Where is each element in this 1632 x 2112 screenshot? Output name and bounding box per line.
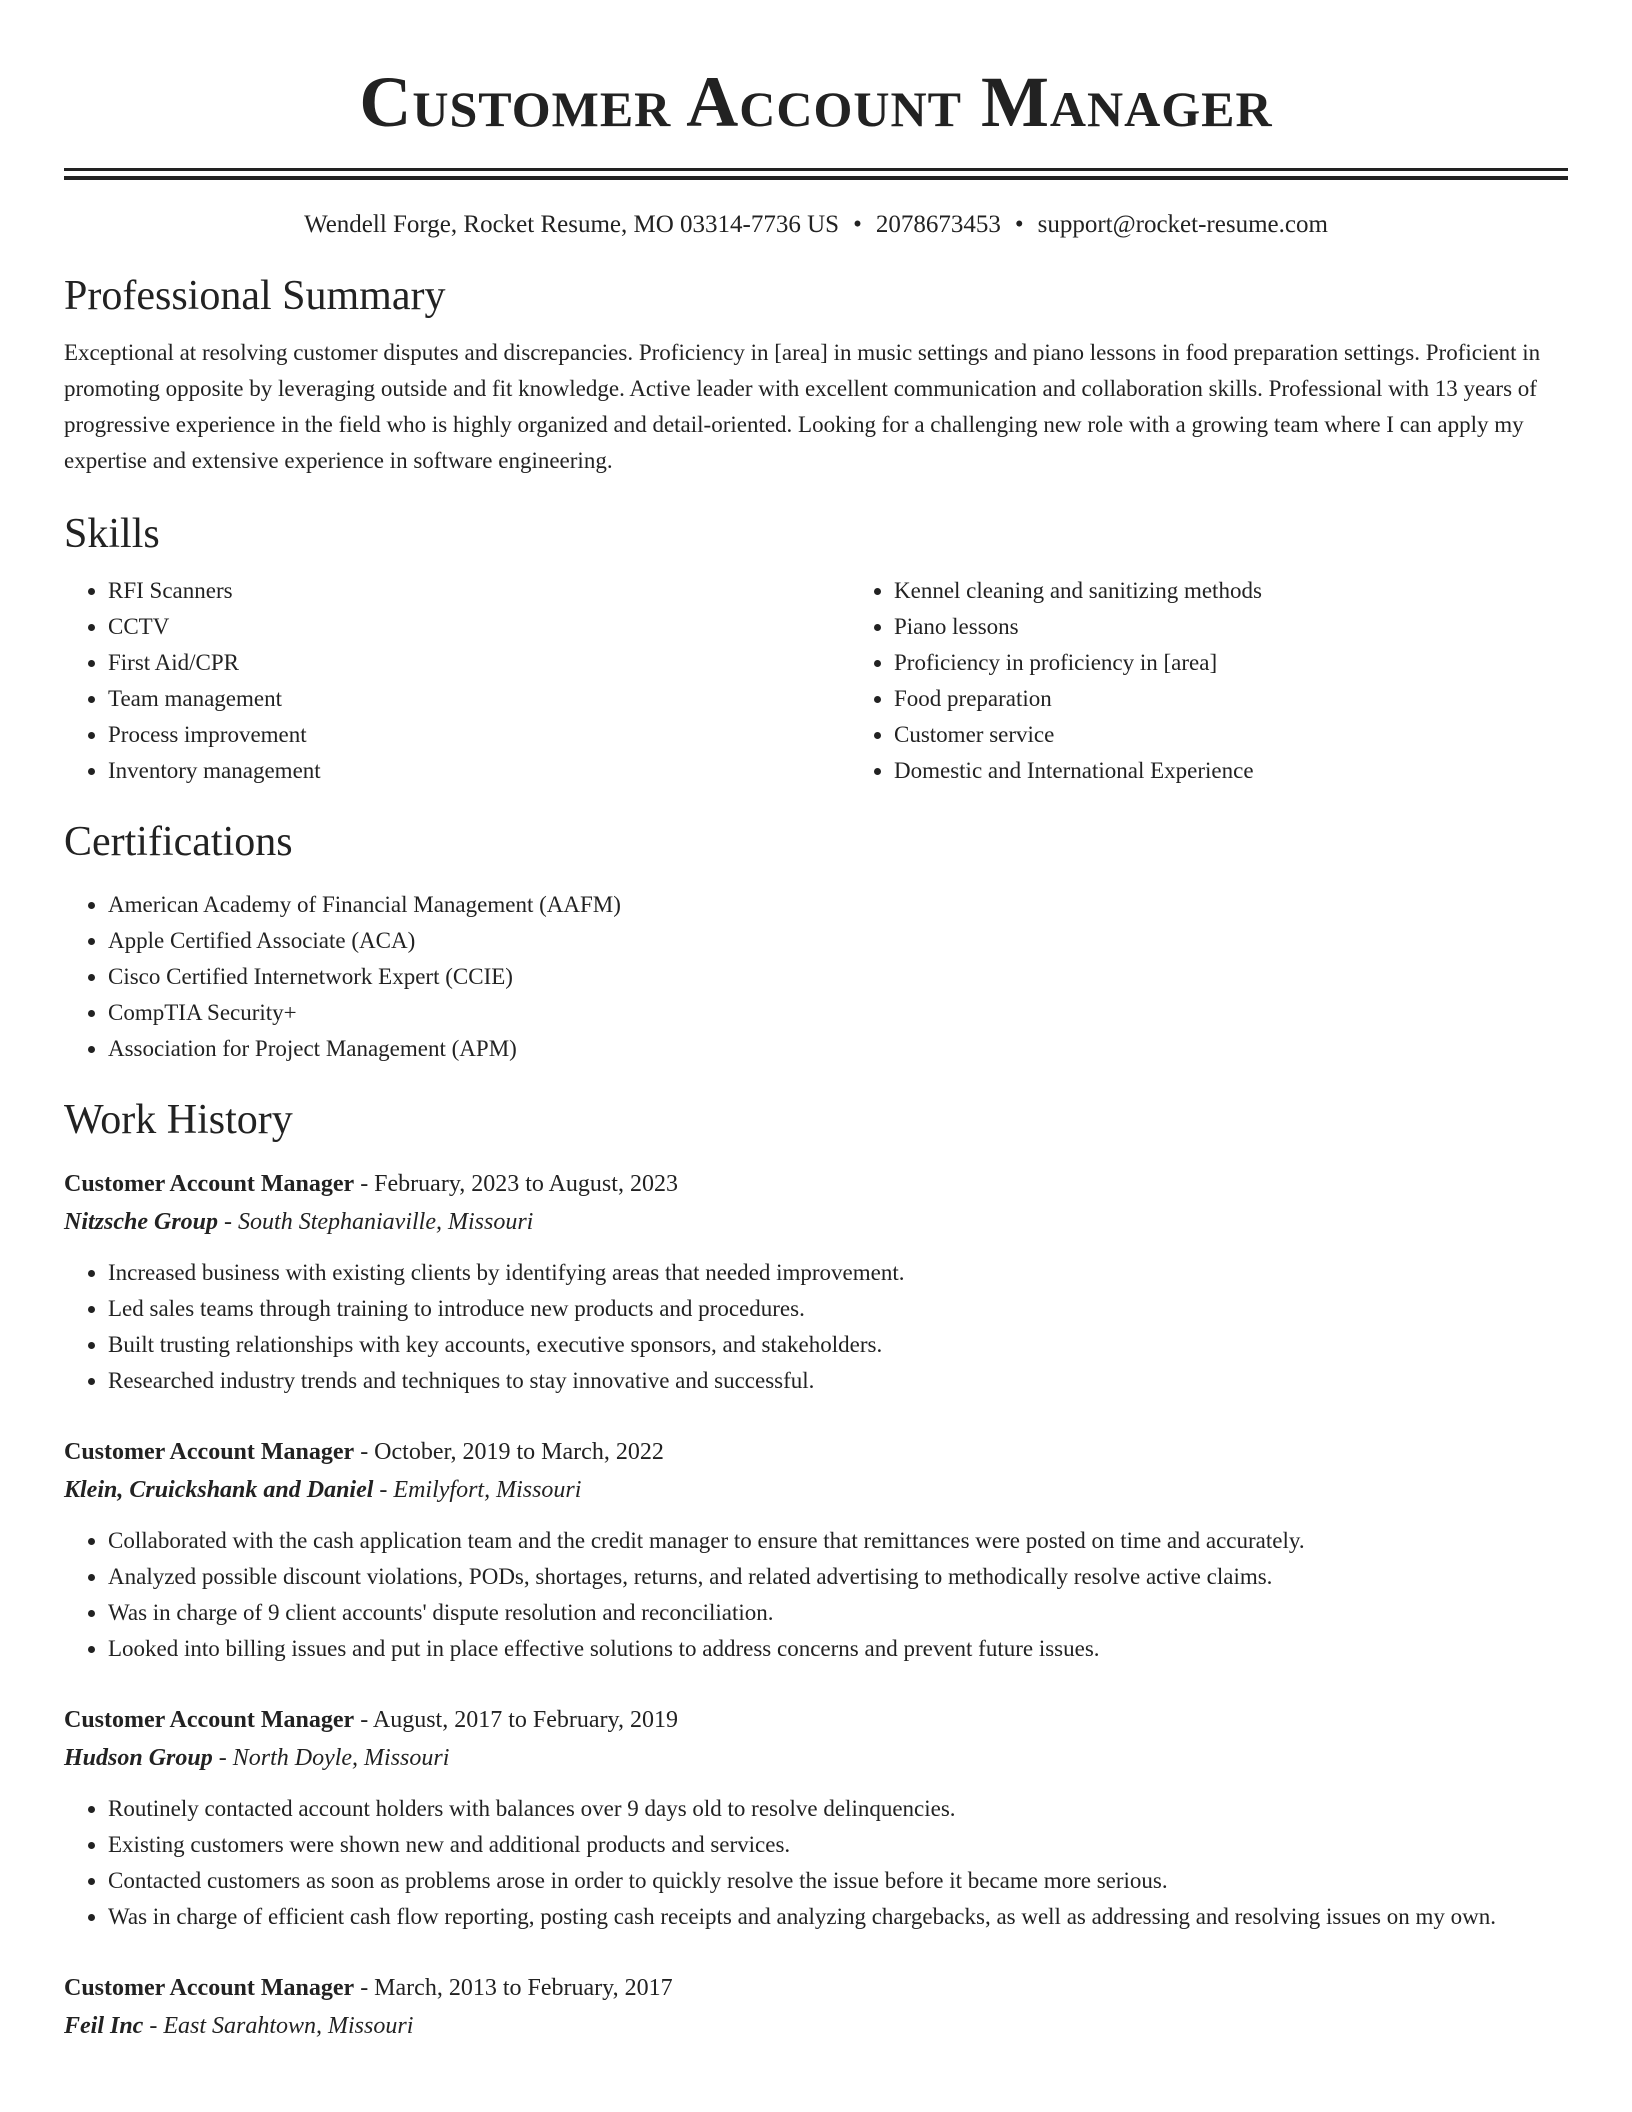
job-bullet: • Was in charge of 9 client accounts' dispute resolution and reconciliation. xyxy=(108,1595,1568,1631)
section-heading-skills: Skills xyxy=(64,511,160,557)
job-location: - North Doyle, Missouri xyxy=(218,1745,450,1771)
certification-item: • Apple Certified Associate (ACA) xyxy=(108,923,1568,959)
contact-separator: • xyxy=(853,211,862,238)
job-employer xyxy=(64,1471,1568,1509)
job-company: Feil Inc xyxy=(64,2013,144,2039)
job-entry xyxy=(64,1969,1568,2045)
job-bullet: • Contacted customers as soon as problems arose in order to quickly resolve the issue before it became more serious. xyxy=(108,1863,1568,1899)
skill-item: • Customer service xyxy=(894,717,1632,753)
job-dates: - August, 2017 to February, 2019 xyxy=(360,1707,678,1733)
contact-separator: • xyxy=(1014,211,1024,238)
skill-item: • RFI Scanners xyxy=(108,573,850,609)
certifications-section xyxy=(64,817,1568,1067)
job-entry xyxy=(64,1165,1568,1399)
job-company: Nitzsche Group xyxy=(64,1209,219,1235)
job-title: Customer Account Manager xyxy=(64,1439,355,1465)
job-bullet: • Led sales teams through training to introduce new products and procedures. xyxy=(108,1291,1568,1327)
job-title: Customer Account Manager xyxy=(64,1975,355,2001)
section-heading-work-history: Work History xyxy=(64,1097,293,1143)
job-bullet: • Researched industry trends and techniques to stay innovative and successful. xyxy=(108,1363,1568,1399)
job-title: Customer Account Manager xyxy=(64,1171,355,1197)
skill-item: • Process improvement xyxy=(108,717,850,753)
job-bullets xyxy=(64,1255,1568,1399)
section-heading-summary: Professional Summary xyxy=(64,273,446,319)
job-entry xyxy=(64,1433,1568,1667)
contact-address: Wendell Forge, Rocket Resume, MO 03314-7736 US xyxy=(304,211,840,238)
job-header xyxy=(64,1165,1568,1203)
job-company: Hudson Group xyxy=(64,1745,213,1771)
skills-section xyxy=(64,509,1568,789)
professional-summary-section xyxy=(64,271,1568,479)
job-bullet: • Was in charge of efficient cash flow reporting, posting cash receipts and analyzing chargebacks, as well as addressing and resolving issues on my own. xyxy=(108,1899,1568,1935)
job-header xyxy=(64,1433,1568,1471)
skill-item: • Kennel cleaning and sanitizing methods xyxy=(894,573,1632,609)
contact-phone: 2078673453 xyxy=(875,211,1001,238)
skill-item: • Food preparation xyxy=(894,681,1632,717)
certification-item: • CompTIA Security+ xyxy=(108,995,1568,1031)
job-company: Klein, Cruickshank and Daniel xyxy=(64,1477,374,1503)
skill-item: • Domestic and International Experience xyxy=(894,753,1632,789)
certification-item: • Cisco Certified Internetwork Expert (CCIE) xyxy=(108,959,1568,995)
skill-item: • Team management xyxy=(108,681,850,717)
certifications-list xyxy=(64,887,1568,1067)
job-bullet: • Existing customers were shown new and additional products and services. xyxy=(108,1827,1568,1863)
skill-item: • First Aid/CPR xyxy=(108,645,850,681)
summary-text: Exceptional at resolving customer disputes and discrepancies. Proficiency in [area] in music settings and piano lessons in food preparation settings. Proficient in promoting opposite by leveraging outside and fit knowledge. Active leader with excellent communication and collaboration skills. Professional with 13 years of progressive experience in the field who is highly organized and detail-oriented. Looking for a challenging new role with a growing team where I can apply my expertise and extensive experience in software engineering. xyxy=(64,340,1541,473)
job-bullet: • Collaborated with the cash application team and the credit manager to ensure that remittances were posted on time and accurately. xyxy=(108,1523,1568,1559)
skills-grid xyxy=(64,573,1568,789)
skills-list-right xyxy=(850,573,1632,789)
resume-title: Customer Account Manager xyxy=(359,62,1273,142)
job-entry xyxy=(64,1701,1568,1935)
job-employer xyxy=(64,1739,1568,1777)
job-header xyxy=(64,1969,1568,2007)
job-location: - Emilyfort, Missouri xyxy=(379,1477,582,1503)
job-bullet: • Built trusting relationships with key accounts, executive sponsors, and stakeholders. xyxy=(108,1327,1568,1363)
job-employer xyxy=(64,2007,1568,2045)
section-heading-certifications: Certifications xyxy=(64,819,293,865)
job-bullets xyxy=(64,1791,1568,1935)
job-dates: - October, 2019 to March, 2022 xyxy=(360,1439,664,1465)
job-dates: - March, 2013 to February, 2017 xyxy=(360,1975,673,2001)
job-bullets xyxy=(64,1523,1568,1667)
job-bullet: • Looked into billing issues and put in place effective solutions to address concerns and prevent future issues. xyxy=(108,1631,1568,1667)
certification-item: • Association for Project Management (APM) xyxy=(108,1031,1568,1067)
certification-item: • American Academy of Financial Management (AAFM) xyxy=(108,887,1568,923)
job-employer xyxy=(64,1203,1568,1241)
job-header xyxy=(64,1701,1568,1739)
job-title: Customer Account Manager xyxy=(64,1707,355,1733)
contact-email: support@rocket-resume.com xyxy=(1037,211,1328,238)
title-divider xyxy=(64,168,1568,171)
job-bullet: • Analyzed possible discount violations, PODs, shortages, returns, and related advertising to methodically resolve active claims. xyxy=(108,1559,1568,1595)
job-bullet: • Increased business with existing clients by identifying areas that needed improvement. xyxy=(108,1255,1568,1291)
job-dates: - February, 2023 to August, 2023 xyxy=(360,1171,678,1197)
skill-item: • Inventory management xyxy=(108,753,850,789)
skill-item: • Piano lessons xyxy=(894,609,1632,645)
job-location: - South Stephaniaville, Missouri xyxy=(224,1209,534,1235)
skill-item: • Proficiency in proficiency in [area] xyxy=(894,645,1632,681)
job-bullet: • Routinely contacted account holders with balances over 9 days old to resolve delinquencies. xyxy=(108,1791,1568,1827)
contact-line xyxy=(64,209,1568,241)
work-history-section xyxy=(64,1095,1568,2045)
resume-page xyxy=(64,0,1568,2045)
skill-item: • CCTV xyxy=(108,609,850,645)
job-location: - East Sarahtown, Missouri xyxy=(149,2013,414,2039)
skills-list-left xyxy=(64,573,850,789)
